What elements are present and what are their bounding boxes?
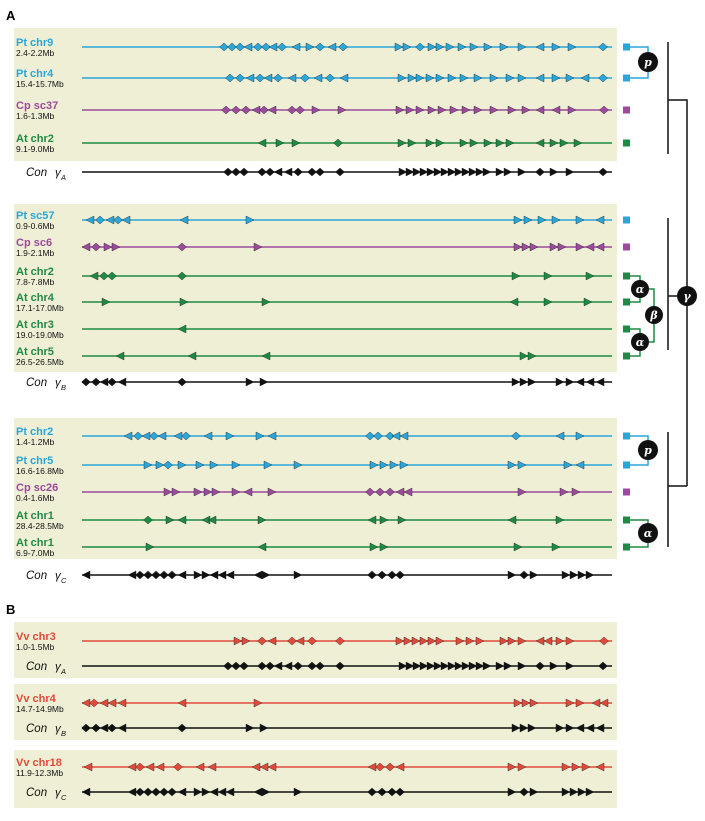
event-badge-alpha-3 [638,523,658,543]
track-name: Pt chr4 [16,68,54,80]
consensus-gamma: γ [55,570,61,582]
track-name: Pt chr9 [16,37,54,49]
gene-marker [258,168,267,176]
gene-marker [144,571,153,579]
gene-marker [246,378,254,386]
consensus-track-c [26,570,612,585]
gene-marker [232,168,241,176]
gene-marker [260,378,268,386]
track-region: 1.6-1.3Mb [16,111,55,121]
gene-marker [483,168,491,176]
gene-marker [316,168,325,176]
event-badge-alpha-2 [631,333,649,351]
gene-marker [578,571,586,579]
group-a3-background [14,418,617,559]
track-end-marker [623,107,630,114]
group-b1-background [14,622,617,678]
gene-marker [218,571,226,579]
track-region: 1.9-2.1Mb [16,248,55,258]
gene-marker [518,168,526,176]
gene-marker [194,571,202,579]
group-b3-background [14,750,617,808]
track-name: Pt chr5 [16,455,54,467]
track-region: 7.8-7.8Mb [16,277,55,287]
track-region: 0.9-0.6Mb [16,221,55,231]
gene-marker [266,168,275,176]
gene-marker [496,168,504,176]
track-name: Cp sc6 [16,237,53,249]
gene-marker [274,168,282,176]
track-name: Pt chr2 [16,426,54,438]
gene-marker [178,378,187,386]
consensus-subscript: C [61,793,67,802]
track-name: Vv chr18 [16,757,62,769]
gene-marker [108,378,117,386]
gene-marker [168,571,177,579]
consensus-gamma: γ [55,377,61,389]
gene-marker [136,571,145,579]
track-region: 17.1-17.0Mb [16,303,64,313]
gene-marker [368,571,377,579]
track-name: Vv chr3 [16,631,56,643]
gene-marker [570,571,578,579]
track-name: Vv chr4 [16,693,56,705]
track-name: Pt sc57 [16,210,55,222]
consensus-subscript: B [61,383,67,392]
gene-marker [308,168,317,176]
track-name: Cp sc37 [16,100,59,112]
track-region: 15.4-15.7Mb [16,79,64,89]
gene-marker [152,571,161,579]
gene-marker [336,168,345,176]
consensus-label: Con [26,570,48,582]
gene-marker [530,571,538,579]
track-name: At chr3 [16,319,54,331]
gene-marker [240,168,249,176]
gene-marker [508,571,516,579]
event-label: p [644,444,652,457]
track-region: 16.6-16.8Mb [16,466,64,476]
track-region: 11.9-12.3Mb [16,768,64,778]
group-a1-background [14,28,617,161]
track-region: 14.7-14.9Mb [16,704,64,714]
track-name: Cp sc26 [16,482,59,494]
gene-marker [528,378,536,386]
track-end-marker [623,140,630,147]
track-region: 2.4-2.2Mb [16,48,55,58]
gene-marker [100,378,108,386]
track-end-marker [623,217,630,224]
gene-marker [128,571,136,579]
gene-marker [396,571,405,579]
event-badge-alpha-1 [631,280,649,298]
event-label: γ [683,290,691,303]
track-region: 1.0-1.5Mb [16,642,55,652]
event-badge-beta [645,306,663,324]
gene-marker [520,378,528,386]
gene-marker [536,168,545,176]
event-label: α [635,336,645,349]
gene-marker [556,378,564,386]
consensus-subscript: C [61,576,67,585]
event-label: β [650,309,658,322]
consensus-label: Con [26,377,48,389]
gene-marker [566,168,574,176]
consensus-gamma: γ [55,787,61,799]
track-region: 0.4-1.6Mb [16,493,55,503]
gene-marker [550,168,558,176]
gene-marker [520,571,529,579]
consensus-track-a [26,167,612,182]
track-region: 9.1-9.0Mb [16,144,55,154]
consensus-subscript: A [61,667,67,676]
consensus-gamma: γ [55,723,61,735]
gene-marker [562,571,570,579]
group-a2-background [14,204,617,372]
consensus-label: Con [26,787,48,799]
consensus-gamma: γ [55,167,61,179]
track-name: At chr5 [16,346,54,358]
gene-marker [210,571,218,579]
consensus-subscript: B [61,729,67,738]
event-badge-p-top [638,52,658,72]
consensus-subscript: A [61,173,67,182]
event-badge-p-bottom [638,440,658,460]
gene-marker [378,571,387,579]
consensus-label: Con [26,723,48,735]
track-name: At chr1 [16,537,54,549]
gene-marker [566,378,574,386]
track-region: 28.4-28.5Mb [16,521,64,531]
consensus-gamma: γ [55,661,61,673]
consensus-track-b [26,377,612,392]
gene-marker [82,571,90,579]
track-name: At chr2 [16,133,54,145]
gene-marker [284,168,292,176]
group-b2-background [14,684,617,740]
track-end-marker [623,489,630,496]
gene-marker [596,378,604,386]
gene-marker [294,168,303,176]
gene-marker [599,168,608,176]
gene-marker [178,571,186,579]
track-region: 19.0-19.0Mb [16,330,64,340]
gene-marker [224,168,233,176]
gene-marker [92,378,101,386]
gene-marker [254,571,262,579]
gene-marker [586,571,594,579]
event-label: α [643,527,653,540]
gene-marker [118,378,126,386]
gene-marker [226,571,234,579]
gene-marker [82,378,91,386]
panel-label-b: B [6,602,16,617]
track-end-marker [623,244,630,251]
gene-marker [294,571,302,579]
event-label: α [635,283,645,296]
gene-marker [576,378,584,386]
gene-marker [160,571,169,579]
gene-marker [586,378,594,386]
track-name: At chr2 [16,266,54,278]
consensus-label: Con [26,167,48,179]
consensus-label: Con [26,661,48,673]
track-name: At chr1 [16,510,54,522]
gene-marker [512,378,520,386]
panel-label-a: A [6,8,16,23]
track-name: At chr4 [16,292,54,304]
event-label: p [644,56,652,69]
gene-marker [504,168,512,176]
track-region: 6.9-7.0Mb [16,548,55,558]
gene-marker [262,571,270,579]
track-region: 1.4-1.2Mb [16,437,55,447]
gene-marker [202,571,210,579]
event-badge-gamma [677,286,697,306]
track-region: 26.5-26.5Mb [16,357,64,367]
gene-marker [388,571,397,579]
